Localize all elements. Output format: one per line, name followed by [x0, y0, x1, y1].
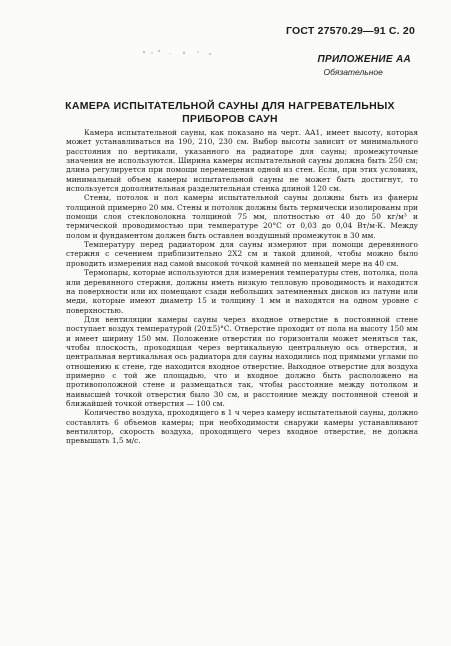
- paragraph: Количество воздуха, проходящего в 1 ч через камеру испытательной сауны, должно составлять 6 объемов камеры; при необходимости снаружи камеры устанавливают вентилятор, скорость воздуха, проходящего через входное отверстие, не должна превышать 1,5 м/с.: [66, 408, 418, 446]
- appendix-block: [318, 54, 411, 77]
- scan-speckle-marks: [140, 48, 220, 58]
- body-text: [66, 128, 418, 446]
- paragraph: Стены, потолок и пол камеры испытательной сауны должны быть из фанеры толщиной примерно 20 мм. Стены и потолок должны быть термически изолированы при помощи слоя стекловолокна толщиной 75 мм, плотностью от 40 до 50 кг/м³ и термической проводимостью при температуре 20°С от 0,03 до 0,04 Вт/м·К. Между полом и фундаментом должен быть оставлен воздушный промежуток в 30 мм.: [66, 193, 418, 240]
- paragraph: Камера испытательной сауны, как показано на черт. AA1, имеет высоту, которая может устанавливаться на 190, 210, 230 см. Выбор высоты зависит от минимального расстояния по вертикали, указанного на радиаторе для сауны; промежуточные значения не используются. Ширина камеры испытательной сауны должна быть 250 см; длина регулируется при помощи перемещения одной из стен. Если, при этих условиях, минимальный объем камеры испытательной сауны не может быть достигнут, то используется дополнительная разделительная стенка длиной 120 см.: [66, 128, 418, 194]
- paragraph: Для вентиляции камеры сауны через входное отверстие в постоянной стене поступает воздух температурой (20±5)°С. Отверстие проходит от пола на высоту 150 мм и имеет ширину 150 мм. Положение отверстия по горизонтали может меняться так, чтобы плоскость, проходящая через вертикальную центральную ось отверстия, и центральная вертикальная ось радиатора для сауны находились под прямыми углами по отношению к стене, где находится входное отверстие. Выходное отверстие для воздуха примерно с той же площадью, что и входное должно быть расположено на противоположной стене и размещаться так, чтобы расстояние между потолком и наивысшей точкой отверстия было 30 см, и расстояние между постоянной стеной и ближайшей точкой отверстия — 100 см.: [66, 314, 418, 408]
- appendix-title: ПРИЛОЖЕНИЕ АА: [317, 54, 411, 65]
- standard-reference: ГОСТ 27570.29—91 С. 20: [285, 25, 415, 37]
- paragraph: Температуру перед радиатором для сауны измеряют при помощи деревянного стержня с сечением приблизительно 2Х2 см и такой длиной, чтобы можно было проводить измерения над самой высокой точкой камней по меньшей мере на 40 см.: [66, 240, 418, 268]
- paragraph: Термопары, которые используются для измерения температуры стен, потолка, пола или деревянного стержня, должны иметь низкую тепловую проводимость и находится на поверхности или их помещают сзади небольших затемненных дисков из латуни или меди, которые имеют диаметр 15 и толщину 1 мм и находятся на одном уровне с поверхностью.: [66, 268, 418, 315]
- section-title: КАМЕРА ИСПЫТАТЕЛЬНОЙ САУНЫ ДЛЯ НАГРЕВАТЕЛЬНЫХ ПРИБОРОВ САУН: [65, 100, 395, 125]
- appendix-status: Обязательное: [323, 67, 383, 77]
